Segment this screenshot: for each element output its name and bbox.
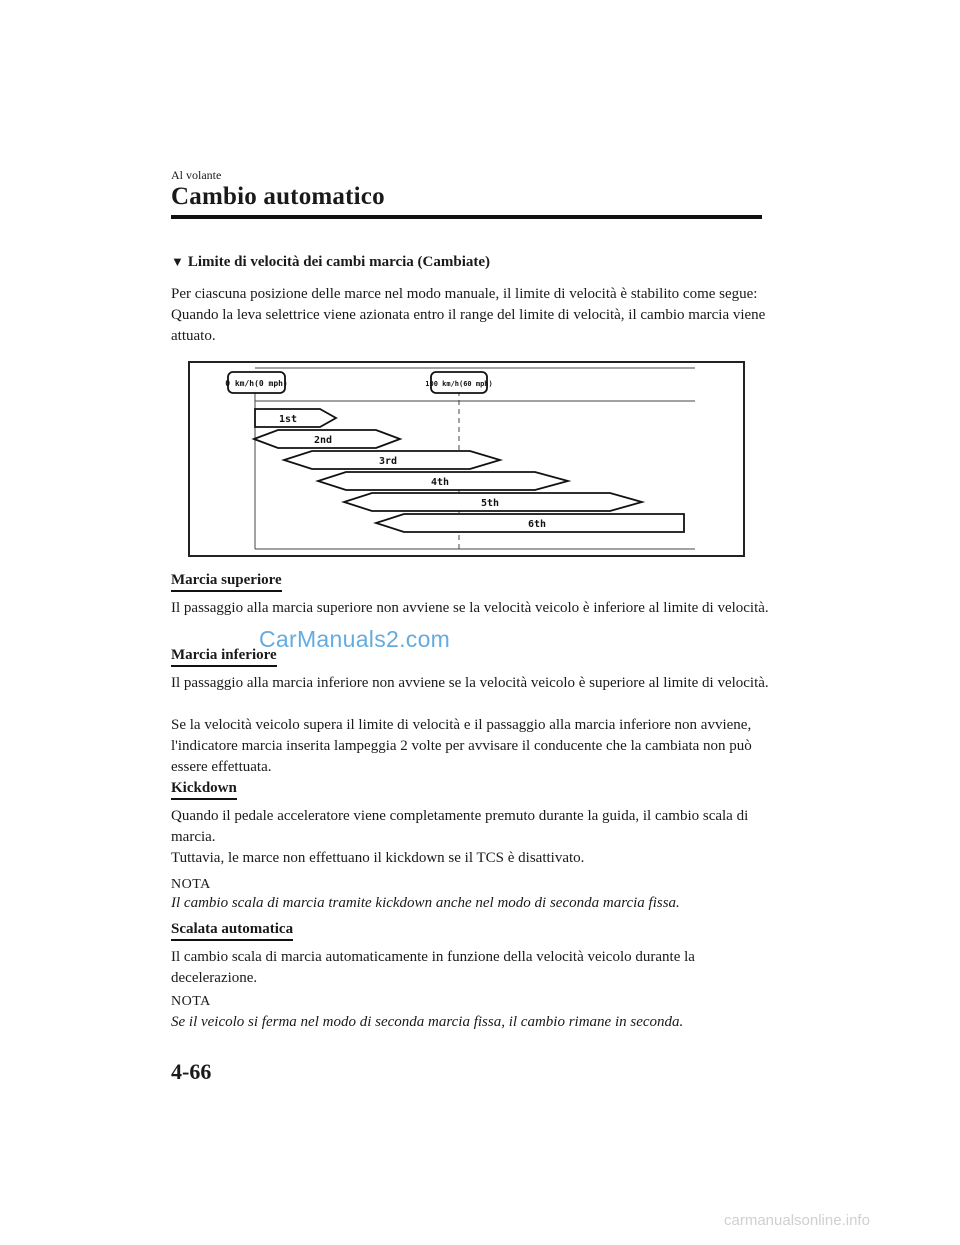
gear-speed-diagram <box>188 361 745 557</box>
note-text: Se il veicolo si ferma nel modo di seconda marcia fissa, il cambio rimane in seconda. <box>171 1014 684 1030</box>
watermark-logo: CarManuals2.com <box>259 626 451 652</box>
note-text: Il cambio scala di marcia tramite kickdown anche nel modo di seconda marcia fissa. <box>171 895 680 911</box>
speed-label-0: 0 km/h(0 mph) <box>225 379 288 388</box>
footer-site-watermark: carmanualsonline.info <box>724 1212 870 1229</box>
gear-label-5th: 5th <box>480 498 500 509</box>
gear-label-3rd: 3rd <box>378 456 398 467</box>
gear-label-1st: 1st <box>278 414 298 425</box>
section-paragraph: Il passaggio alla marcia inferiore non avviene se la velocità veicolo è superiore al limite di velocità. <box>171 675 769 691</box>
section-title-marcia-superiore: Marcia superiore <box>171 571 282 592</box>
chapter-title: Cambio automatico <box>171 183 385 210</box>
section-title-scalata-automatica: Scalata automatica <box>171 920 293 941</box>
note-label: NOTA <box>171 877 211 892</box>
title-divider <box>171 215 762 219</box>
gear-label-6th: 6th <box>527 519 547 530</box>
section-title-kickdown: Kickdown <box>171 779 237 800</box>
speed-label-100: 100 km/h(60 mph) <box>425 380 493 388</box>
section-title-marcia-inferiore: Marcia inferiore <box>171 646 277 667</box>
subsection-heading-text: Limite di velocità dei cambi marcia (Cambiate) <box>187 254 491 270</box>
note-label: NOTA <box>171 994 211 1009</box>
section-label: Al volante <box>171 168 222 182</box>
section-paragraph: Se la velocità veicolo supera il limite di velocità e il passaggio alla marcia inferiore non avviene, l'indicatore marcia inserita lampeggia 2 volte per avvisare il conducente che la cambiata non può essere effettuata. <box>171 717 752 775</box>
section-paragraph: Quando il pedale acceleratore viene completamente premuto durante la guida, il cambio scala di marcia. <box>171 808 749 845</box>
page-number: 4-66 <box>171 1059 212 1084</box>
gear-label-4th: 4th <box>430 477 450 488</box>
triangle-marker-icon: ▼ <box>171 254 184 269</box>
section-paragraph: Il cambio scala di marcia automaticamente in funzione della velocità veicolo durante la decelerazione. <box>171 949 695 986</box>
section-paragraph: Tuttavia, le marce non effettuano il kickdown se il TCS è disattivato. <box>171 850 585 866</box>
gear-label-2nd: 2nd <box>313 435 333 446</box>
subsection-heading <box>171 254 490 271</box>
intro-paragraph: Per ciascuna posizione delle marce nel modo manuale, il limite di velocità è stabilito come segue: Quando la leva selettrice viene azionata entro il range del limite di velocità, il cambio marcia viene attuato. <box>171 286 766 344</box>
section-paragraph: Il passaggio alla marcia superiore non avviene se la velocità veicolo è inferiore al limite di velocità. <box>171 600 769 616</box>
